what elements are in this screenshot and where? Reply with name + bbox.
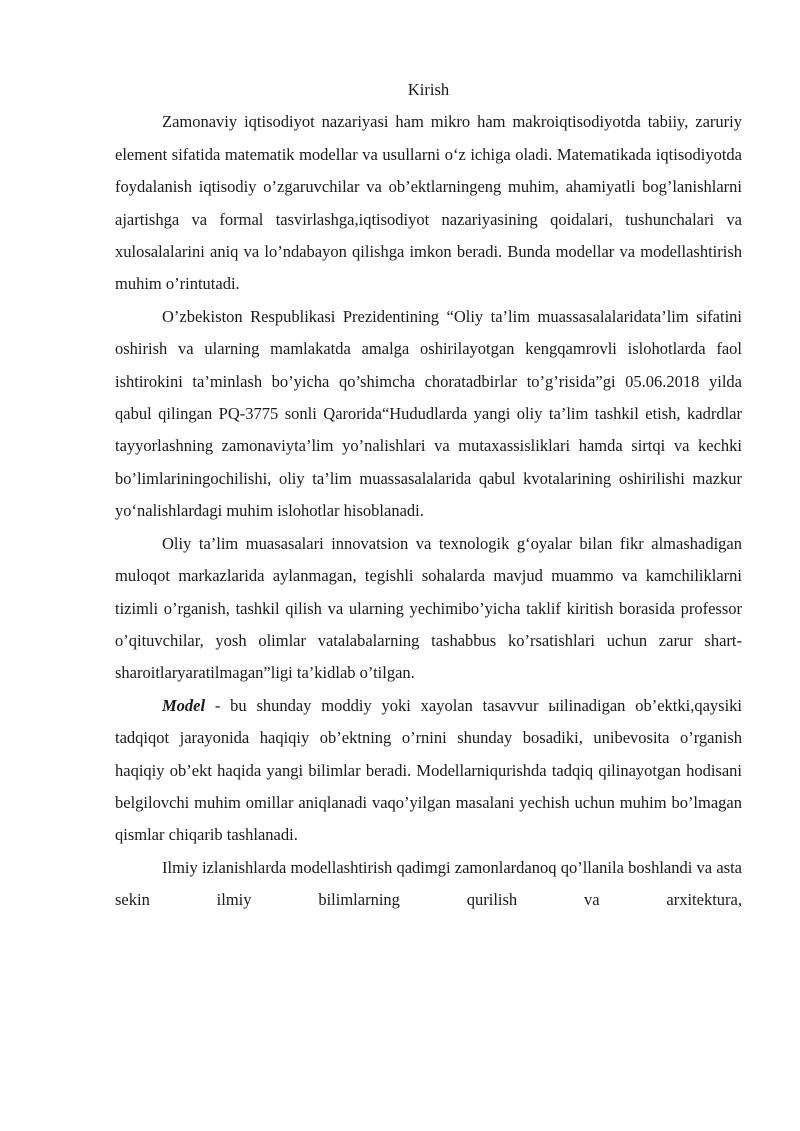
model-definition-text: - bu shunday moddiy yoki xayolan tasavvur ыilinadigan ob’ektki,qaysiki tadqiqot jarayonida haqiqiy ob’ektning o’rnini shunday bosadiki, unibevosita o’rganish haqiqiy ob’ekt haqida yangi bilimlar beradi. Modellarniqurishda tadqiq qilinayotgan hodisani belgilovchi muhim omillar aniqlanadi vaqo’yilgan masalani yechish uchun muhim bo’lmagan qismlar chiqarib tashlanadi. bbox=[115, 695, 742, 845]
model-term: Model bbox=[162, 695, 206, 715]
document-page bbox=[115, 74, 742, 917]
paragraph-5: Ilmiy izlanishlarda modellashtirish qadimgi zamonlardanoq qo’llanila boshlandi va asta sekin ilmiy bilimlarning qurilish va arxitektura, bbox=[115, 857, 742, 910]
paragraph-2: O’zbekiston Respublikasi Prezidentining “Oliy ta’lim muassasalalaridata’lim sifatini oshirish va ularning mamlakatda amalga oshirilayotgan kengqamrovli islohotlarda faol ishtirokini ta’minlash bo’yicha qo’shimcha choratadbirlar to’g’risida”gi 05.06.2018 yilda qabul qilingan PQ-3775 sonli Qarorida“Hududlarda yangi oliy ta’lim tashkil etish, kadrdlar tayyorlashning zamonaviyta’lim yo’nalishlari va mutaxassisliklari hamda sirtqi va kechki bo’limlariningochilishi, oliy ta’lim muassasalalarida qabul kvotalarining oshirilishi mazkur yo‘nalishlardagi muhim islohotlar hisoblanadi. bbox=[115, 306, 742, 521]
paragraph-4-model-definition bbox=[115, 690, 742, 852]
paragraph-1: Zamonaviy iqtisodiyot nazariyasi ham mikro ham makroiqtisodiyotda tabiiy, zaruriy element sifatida matematik modellar va usullarni o‘z ichiga oladi. Matematikada iqtisodiyotda foydalanish iqtisodiy o’zgaruvchilar va ob’ektlarningeng muhim, ahamiyatli bog’lanishlarni ajartishga va formal tasvirlashga,iqtisodiyot nazariyasining qoidalari, tushunchalari va xulosalalarini aniq va lo’ndabayon qilishga imkon beradi. Bunda modellar va modellashtirish muhim o’rintutadi. bbox=[115, 112, 742, 294]
paragraph-3: Oliy ta’lim muasasalari innovatsion va texnologik g‘oyalar bilan fikr almashadigan muloqot markazlarida aylanmagan, tegishli sohalarda mavjud muammo va kamchiliklarni tizimli o’rganish, tashkil qilish va ularning yechimibo’yicha taklif kiritish borasida professor o’qituvchilar, yosh olimlar vatalabalarning tashabbus ko’rsatishlari uchun zarur shart-sharoitlaryaratilmagan”ligi ta’kidlab o’tilgan. bbox=[115, 533, 742, 683]
page-heading: Kirish bbox=[407, 80, 450, 99]
